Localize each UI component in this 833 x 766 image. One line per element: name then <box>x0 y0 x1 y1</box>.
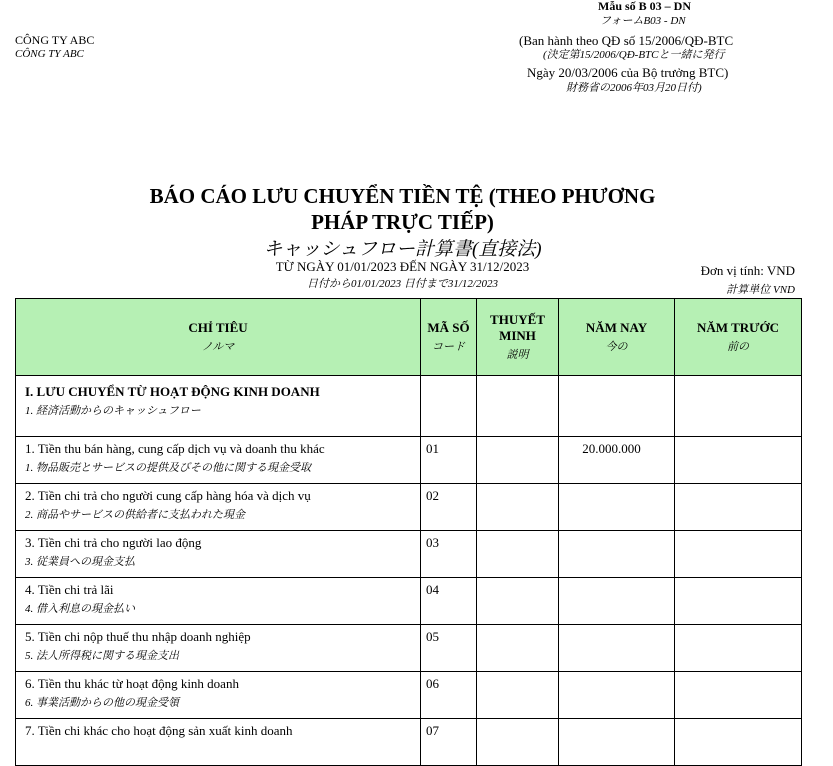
table-row <box>16 484 802 531</box>
row-previous-year <box>675 672 802 719</box>
row-previous-year <box>675 531 802 578</box>
report-period: TỪ NGÀY 01/01/2023 ĐẾN NGÀY 31/12/2023 <box>275 259 530 274</box>
row-code <box>421 376 477 437</box>
table-row <box>16 578 802 625</box>
row-current-year <box>559 484 675 531</box>
report-period-jp: 日付から01/01/2023 日付まで31/12/2023 <box>307 278 498 290</box>
table-row <box>16 531 802 578</box>
row-code: 02 <box>421 484 477 531</box>
issued-date-jp: 財務省の2006年03月20日付) <box>566 82 702 94</box>
form-number-jp: フォームB03 - DN <box>600 15 686 27</box>
row-note <box>477 376 559 437</box>
row-item-jp: 5. 法人所得税に関する現金支出 <box>25 650 179 662</box>
currency-unit-jp: 計算単位 VND <box>726 284 795 296</box>
issued-by: (Ban hành theo QĐ số 15/2006/QĐ-BTC <box>519 33 734 48</box>
report-title-line2: PHÁP TRỰC TIẾP) <box>311 210 494 234</box>
row-previous-year <box>675 578 802 625</box>
table-row <box>16 719 802 766</box>
row-code: 03 <box>421 531 477 578</box>
report-title-line1: BÁO CÁO LƯU CHUYỂN TIỀN TỆ (THEO PHƯƠNG <box>149 184 656 208</box>
row-item <box>16 531 421 578</box>
row-note <box>477 625 559 672</box>
row-note <box>477 531 559 578</box>
table-header-row <box>16 299 802 376</box>
row-note <box>477 672 559 719</box>
section-row <box>16 376 802 437</box>
row-item <box>16 437 421 484</box>
table-row <box>16 437 802 484</box>
row-previous-year <box>675 484 802 531</box>
cash-flow-table <box>15 298 802 766</box>
row-note <box>477 437 559 484</box>
row-note <box>477 484 559 531</box>
row-code: 06 <box>421 672 477 719</box>
row-previous-year <box>675 437 802 484</box>
row-item-vi: 3. Tiền chi trả cho người lao động <box>25 535 202 550</box>
row-item-jp: 2. 商品やサービスの供給者に支払われた現金 <box>25 509 245 521</box>
row-item-vi: 2. Tiền chi trả cho người cung cấp hàng hóa và dịch vụ <box>25 488 311 503</box>
column-header-current-year: NĂM NAY 今の <box>559 299 675 376</box>
row-item-vi: 7. Tiền chi khác cho hoạt động sản xuất kinh doanh <box>25 723 293 738</box>
table-row <box>16 672 802 719</box>
form-number: Mẫu số B 03 – DN <box>598 0 692 13</box>
row-item <box>16 578 421 625</box>
column-header-note: THUYẾT MINH 説明 <box>477 299 559 376</box>
row-code: 05 <box>421 625 477 672</box>
row-item-jp: 3. 従業員への現金支払 <box>25 556 135 568</box>
row-current-year: 20.000.000 <box>559 437 675 484</box>
row-current-year <box>559 376 675 437</box>
row-item-jp: 6. 事業活動からの他の現金受領 <box>25 697 179 709</box>
row-item-vi: 1. Tiền thu bán hàng, cung cấp dịch vụ và doanh thu khác <box>25 441 325 456</box>
row-current-year <box>559 625 675 672</box>
row-item <box>16 625 421 672</box>
row-item-jp: 1. 経済活動からのキャッシュフロー <box>25 405 201 417</box>
issued-date: Ngày 20/03/2006 của Bộ trưởng BTC) <box>527 65 729 80</box>
company-name-jp: CÔNG TY ABC <box>15 48 84 60</box>
currency-unit: Đơn vị tính: VND <box>700 263 795 278</box>
row-item-vi: 5. Tiền chi nộp thuế thu nhập doanh nghiệp <box>25 629 251 644</box>
row-item-vi: 4. Tiền chi trả lãi <box>25 582 114 597</box>
report-title-jp: キャッシュフロー計算書(直接法) <box>263 239 542 260</box>
column-header-previous-year: NĂM TRƯỚC 前の <box>675 299 802 376</box>
row-previous-year <box>675 376 802 437</box>
row-previous-year <box>675 625 802 672</box>
row-note <box>477 719 559 766</box>
company-name: CÔNG TY ABC <box>15 33 95 47</box>
row-item-vi: 6. Tiền thu khác từ hoạt động kinh doanh <box>25 676 239 691</box>
row-current-year <box>559 672 675 719</box>
table-row <box>16 625 802 672</box>
row-item-jp: 1. 物品販売とサービスの提供及びその他に関する現金受取 <box>25 462 311 474</box>
issued-by-jp: (決定第15/2006/QĐ-BTCと一緒に発行 <box>543 49 725 61</box>
row-item-vi: I. LƯU CHUYỂN TỪ HOẠT ĐỘNG KINH DOANH <box>25 384 320 399</box>
row-previous-year <box>675 719 802 766</box>
row-item <box>16 672 421 719</box>
column-header-code: MÃ SỐ コード <box>421 299 477 376</box>
row-item <box>16 376 421 437</box>
report-title <box>0 183 805 235</box>
row-current-year <box>559 719 675 766</box>
row-code: 04 <box>421 578 477 625</box>
row-code: 01 <box>421 437 477 484</box>
row-current-year <box>559 578 675 625</box>
row-item <box>16 484 421 531</box>
row-note <box>477 578 559 625</box>
row-item <box>16 719 421 766</box>
row-code: 07 <box>421 719 477 766</box>
row-item-jp: 4. 借入利息の現金払い <box>25 603 135 615</box>
column-header-item: CHỈ TIÊU ノルマ <box>16 299 421 376</box>
row-current-year <box>559 531 675 578</box>
